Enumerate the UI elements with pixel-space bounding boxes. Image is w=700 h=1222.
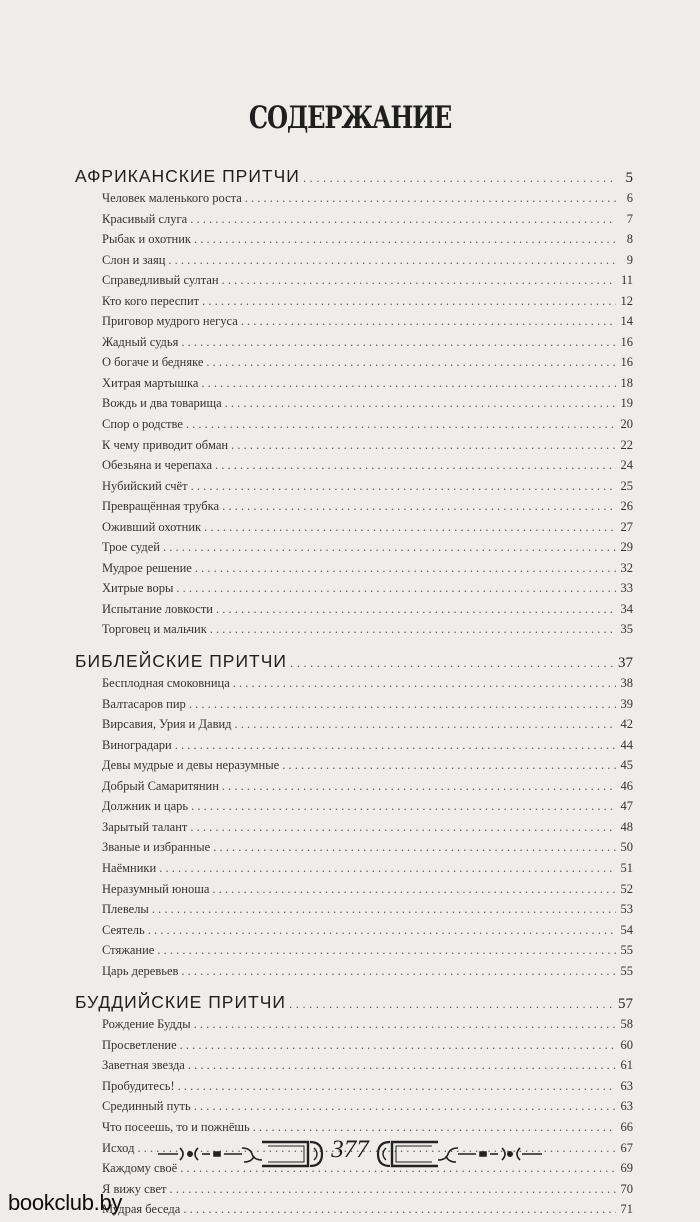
dot-leader	[202, 291, 616, 312]
toc-entry-page: 51	[620, 860, 633, 875]
toc-entry-title: Вождь и два товарища	[102, 396, 222, 411]
toc-entry-row	[75, 229, 633, 250]
toc-entry-page: 20	[620, 417, 633, 432]
toc-entry-page: 38	[620, 676, 633, 691]
toc-entry-row	[75, 537, 633, 558]
toc-entry-page: 63	[620, 1099, 633, 1114]
toc-entry-title: Красивый слуга	[102, 211, 188, 226]
toc-entry-row	[75, 352, 633, 373]
toc-entry-row	[75, 619, 633, 640]
toc-entry-row	[75, 291, 633, 312]
toc-entry-page: 16	[620, 334, 633, 349]
toc-entry-page: 35	[620, 622, 633, 637]
toc-entry-title: Зарытый талант	[102, 819, 188, 834]
toc-entry-page: 53	[620, 902, 633, 917]
toc-entry-page: 33	[620, 581, 633, 596]
toc-entry-row	[75, 817, 633, 838]
dot-leader	[190, 817, 616, 838]
toc-entry-page: 55	[620, 943, 633, 958]
toc-entry-title: Званые и избранные	[102, 840, 211, 855]
toc-entry-page: 71	[620, 1202, 633, 1217]
toc-entry-page: 45	[620, 758, 633, 773]
dot-leader	[189, 694, 616, 715]
toc-entry-page: 70	[620, 1181, 633, 1196]
toc-entry-row	[75, 393, 633, 414]
toc-entry-title: Справедливый султан	[102, 273, 219, 288]
dot-leader	[215, 455, 616, 476]
toc-entry-page: 55	[620, 963, 633, 978]
toc-entry-row	[75, 694, 633, 715]
toc-section-row	[75, 164, 633, 188]
dot-leader	[152, 899, 616, 920]
toc-entry-row	[75, 435, 633, 456]
toc-entry-title: Мудрая беседа	[102, 1202, 181, 1217]
table-of-contents	[75, 164, 633, 1220]
toc-entry-title: Бесплодная смоковница	[102, 676, 230, 691]
toc-entry-title: Должник и царь	[102, 799, 189, 814]
dot-leader	[191, 476, 616, 497]
toc-entry-row	[75, 332, 633, 353]
dot-leader	[157, 940, 616, 961]
toc-entry-title: Неразумный юноша	[102, 881, 210, 896]
toc-entry-row	[75, 188, 633, 209]
toc-entry-row	[75, 455, 633, 476]
toc-entry-page: 63	[620, 1078, 633, 1093]
toc-entry-title: Добрый Самаритянин	[102, 778, 219, 793]
toc-entry-title: Плевелы	[102, 902, 149, 917]
dot-leader	[176, 578, 616, 599]
toc-entry-title: Вирсавия, Урия и Давид	[102, 717, 232, 732]
dot-leader	[222, 496, 616, 517]
dot-leader	[159, 858, 616, 879]
toc-entry-title: Виноградари	[102, 737, 172, 752]
toc-entry-title: Царь деревьев	[102, 963, 179, 978]
toc-entry-title: Торговец и мальчик	[102, 622, 207, 637]
toc-entry-row	[75, 1014, 633, 1035]
toc-entry-title: Сеятель	[102, 922, 145, 937]
toc-entry-page: 46	[620, 778, 633, 793]
toc-entry-title: Девы мудрые и девы неразумные	[102, 758, 280, 773]
toc-entry-page: 47	[620, 799, 633, 814]
toc-entry-row	[75, 673, 633, 694]
toc-entry-page: 7	[626, 211, 633, 226]
toc-entry-row	[75, 940, 633, 961]
toc-entry-page: 9	[626, 252, 633, 267]
dot-leader	[222, 270, 616, 291]
toc-entry-row	[75, 735, 633, 756]
dot-leader	[186, 414, 616, 435]
toc-entry-page: 48	[620, 819, 633, 834]
toc-entry-title: Мудрое решение	[102, 560, 192, 575]
toc-entry-title: Наёмники	[102, 860, 157, 875]
toc-entry-page: 8	[626, 232, 633, 247]
toc-section-title: АФРИКАНСКИЕ ПРИТЧИ	[75, 166, 300, 186]
toc-entry-title: Кто кого переспит	[102, 293, 200, 308]
toc-entry-page: 69	[620, 1161, 633, 1176]
toc-entry-page: 61	[620, 1058, 633, 1073]
dot-leader	[188, 1055, 616, 1076]
toc-entry-page: 54	[620, 922, 633, 937]
dot-leader	[289, 992, 615, 1016]
toc-section-title: БИБЛЕЙСКИЕ ПРИТЧИ	[75, 651, 287, 672]
toc-entry-title: Просветление	[102, 1037, 177, 1052]
toc-entry-row	[75, 517, 633, 538]
dot-leader	[183, 1199, 616, 1220]
dot-leader	[190, 209, 616, 230]
toc-entry-title: Оживший охотник	[102, 519, 202, 534]
toc-entry-row	[75, 1096, 633, 1117]
toc-entry-title: Стяжание	[102, 943, 155, 958]
toc-entry-page: 50	[620, 840, 633, 855]
toc-entry-title: Рождение Будды	[102, 1017, 191, 1032]
toc-entry-row	[75, 714, 633, 735]
dot-leader	[181, 332, 616, 353]
toc-entry-title: Слон и заяц	[102, 252, 166, 267]
toc-entry-page: 24	[620, 458, 633, 473]
dot-leader	[201, 373, 616, 394]
toc-section-page: 57	[618, 996, 633, 1013]
toc-entry-row	[75, 961, 633, 982]
toc-entry-row	[75, 858, 633, 879]
toc-entry-row	[75, 311, 633, 332]
dot-leader	[168, 250, 616, 271]
toc-entry-title: Обезьяна и черепаха	[102, 458, 212, 473]
toc-entry-row	[75, 496, 633, 517]
toc-entry-page: 25	[620, 478, 633, 493]
toc-entry-title: Хитрые воры	[102, 581, 174, 596]
toc-entry-title: Исход	[102, 1140, 135, 1155]
toc-entry-page: 42	[620, 717, 633, 732]
toc-entry-row	[75, 776, 633, 797]
toc-entry-page: 34	[620, 601, 633, 616]
dot-leader	[178, 1076, 616, 1097]
toc-section-page: 5	[625, 170, 633, 186]
toc-entry-row	[75, 373, 633, 394]
toc-entry-title: Нубийский счёт	[102, 478, 188, 493]
dot-leader	[225, 393, 616, 414]
toc-section-row	[75, 649, 633, 673]
dot-leader	[194, 1096, 616, 1117]
toc-entry-page: 52	[620, 881, 633, 896]
toc-entry-page: 22	[620, 437, 633, 452]
toc-entry-row	[75, 899, 633, 920]
dot-leader	[204, 517, 616, 538]
toc-entry-row	[75, 837, 633, 858]
dot-leader	[194, 1014, 616, 1035]
toc-entry-page: 14	[620, 314, 633, 329]
toc-entry-row	[75, 270, 633, 291]
toc-entry-title: К чему приводит обман	[102, 437, 229, 452]
toc-entry-page: 26	[620, 499, 633, 514]
toc-entry-page: 32	[620, 560, 633, 575]
toc-entry-page: 11	[620, 273, 633, 288]
toc-entry-page: 60	[620, 1037, 633, 1052]
toc-entry-title: Каждому своё	[102, 1161, 178, 1176]
dot-leader	[216, 599, 616, 620]
toc-entry-title: Жадный судья	[102, 334, 179, 349]
toc-entry-page: 58	[620, 1017, 633, 1032]
toc-entry-row	[75, 1076, 633, 1097]
toc-entry-row	[75, 1199, 633, 1220]
toc-entry-row	[75, 209, 633, 230]
toc-section-row	[75, 990, 633, 1014]
toc-entry-row	[75, 879, 633, 900]
toc-entry-row	[75, 476, 633, 497]
dot-leader	[212, 879, 616, 900]
toc-entry-title: Трое судей	[102, 540, 160, 555]
toc-entry-row	[75, 920, 633, 941]
toc-entry-row	[75, 755, 633, 776]
dot-leader	[210, 619, 616, 640]
dot-leader	[181, 961, 616, 982]
dot-leader	[191, 796, 616, 817]
toc-entry-page: 27	[620, 519, 633, 534]
toc-entry-page: 6	[626, 191, 633, 205]
toc-entry-title: Рыбак и охотник	[102, 232, 191, 247]
toc-entry-row	[75, 578, 633, 599]
toc-section-title: БУДДИЙСКИЕ ПРИТЧИ	[75, 992, 286, 1013]
toc-entry-row	[75, 1055, 633, 1076]
toc-entry-title: Приговор мудрого негуса	[102, 314, 238, 329]
watermark: bookclub.by	[8, 1190, 123, 1215]
dot-leader	[213, 837, 616, 858]
dot-leader	[303, 166, 616, 190]
dot-leader	[175, 735, 616, 756]
toc-entry-title: Спор о родстве	[102, 417, 183, 432]
toc-entry-title: Я вижу свет	[102, 1181, 167, 1196]
dot-leader	[194, 229, 616, 250]
dot-leader	[233, 673, 616, 694]
toc-entry-page: 44	[620, 737, 633, 752]
dot-leader	[169, 1179, 616, 1200]
toc-entry-page: 19	[620, 396, 633, 411]
toc-entry-row	[75, 1179, 633, 1200]
toc-entry-title: Превращённая трубка	[102, 499, 220, 514]
toc-entry-row	[75, 558, 633, 579]
dot-leader	[235, 714, 616, 735]
dot-leader	[180, 1035, 616, 1056]
dot-leader	[282, 755, 616, 776]
toc-entry-page: 16	[620, 355, 633, 370]
dot-leader	[163, 537, 616, 558]
toc-entry-title: Что посеешь, то и пожнёшь	[102, 1119, 250, 1134]
toc-entry-title: Срединный путь	[102, 1099, 191, 1114]
dot-leader	[290, 651, 615, 675]
dot-leader	[222, 776, 616, 797]
toc-entry-page: 12	[620, 293, 633, 308]
toc-entry-title: Человек маленького роста	[102, 191, 242, 205]
page-footer	[150, 1132, 550, 1176]
toc-entry-page: 29	[620, 540, 633, 555]
toc-entry-row	[75, 250, 633, 271]
dot-leader	[231, 435, 616, 456]
toc-entry-row	[75, 599, 633, 620]
dot-leader	[241, 311, 616, 332]
toc-entry-row	[75, 414, 633, 435]
toc-entry-page: 18	[620, 375, 633, 390]
page-title: СОДЕРЖАНИЕ	[248, 100, 452, 136]
dot-leader	[206, 352, 616, 373]
toc-entry-page: 39	[620, 696, 633, 711]
toc-entry-row	[75, 1035, 633, 1056]
toc-entry-title: Заветная звезда	[102, 1058, 185, 1073]
toc-section-page: 37	[618, 655, 633, 672]
page-number: 377	[331, 1136, 369, 1163]
toc-entry-row	[75, 796, 633, 817]
toc-entry-page: 67	[620, 1140, 633, 1155]
toc-entry-title: Валтасаров пир	[102, 696, 186, 711]
toc-entry-page: 66	[620, 1119, 633, 1134]
toc-entry-title: Хитрая мартышка	[102, 375, 199, 390]
dot-leader	[148, 920, 616, 941]
dot-leader	[245, 188, 616, 209]
toc-entry-title: Испытание ловкости	[102, 601, 213, 616]
toc-entry-title: О богаче и бедняке	[102, 355, 204, 370]
dot-leader	[195, 558, 616, 579]
toc-entry-title: Пробудитесь!	[102, 1078, 175, 1093]
